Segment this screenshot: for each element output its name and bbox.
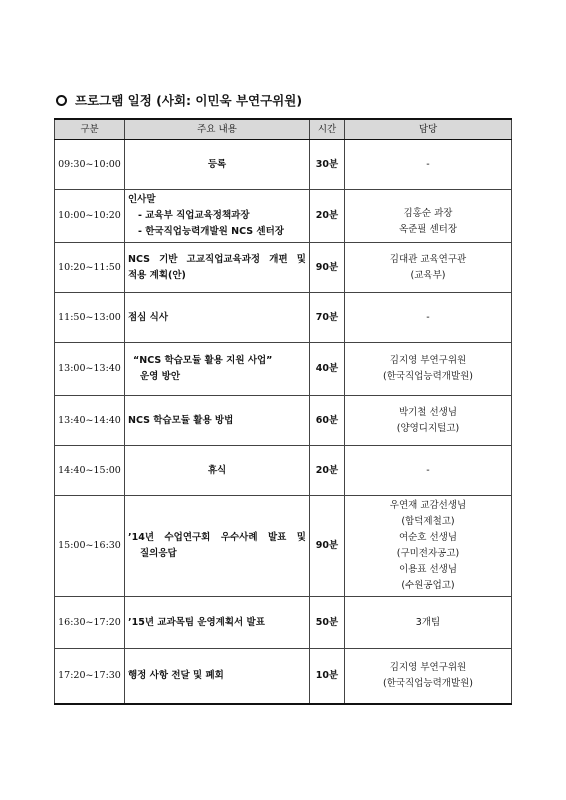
person-line: (교육부) bbox=[410, 269, 446, 281]
content-line: ’15년 교과목팀 운영계획서 발표 bbox=[128, 616, 265, 628]
person-line: 김대관 교육연구관 bbox=[389, 253, 467, 265]
header-section: 구분 bbox=[55, 119, 125, 140]
schedule-table bbox=[54, 118, 512, 705]
time-cell: 16:30~17:20 bbox=[55, 597, 125, 649]
content-line: ’14년 수업연구회 우수사례 발표 및 bbox=[128, 532, 306, 543]
time-cell: 10:20~11:50 bbox=[55, 243, 125, 293]
content-line: 질의응답 bbox=[140, 548, 177, 559]
person-line: (수원공업고) bbox=[401, 580, 455, 591]
duration-cell: 90분 bbox=[310, 496, 345, 597]
person-cell bbox=[345, 343, 512, 396]
table-row bbox=[55, 343, 512, 396]
content-cell bbox=[125, 293, 310, 343]
content-cell bbox=[125, 597, 310, 649]
table-row bbox=[55, 446, 512, 496]
table-row bbox=[55, 293, 512, 343]
person-line: 3개팀 bbox=[415, 616, 441, 628]
content-line: - 한국직업능력개발원 NCS 센터장 bbox=[138, 226, 284, 237]
time-cell: 09:30~10:00 bbox=[55, 140, 125, 190]
content-cell bbox=[125, 396, 310, 446]
person-line: (한국직업능력개발원) bbox=[382, 677, 473, 689]
time-cell: 17:20~17:30 bbox=[55, 649, 125, 704]
person-line: (양영디지털고) bbox=[396, 422, 460, 434]
content-cell bbox=[125, 649, 310, 704]
person-line: 옥준필 센터장 bbox=[398, 224, 458, 235]
person-line: 김지영 부연구위원 bbox=[389, 355, 467, 366]
person-line: - bbox=[426, 464, 430, 476]
person-line: 우연재 교감선생님 bbox=[389, 500, 467, 511]
content-line: NCS 기반 고교직업교육과정 개편 및 bbox=[128, 253, 306, 265]
person-cell bbox=[345, 649, 512, 704]
person-line: - bbox=[426, 311, 430, 323]
content-cell bbox=[125, 446, 310, 496]
duration-cell: 30분 bbox=[310, 140, 345, 190]
time-cell: 15:00~16:30 bbox=[55, 496, 125, 597]
content-line: “NCS 학습모듈 활용 지원 사업” bbox=[133, 355, 273, 366]
person-cell bbox=[345, 190, 512, 243]
duration-cell: 90분 bbox=[310, 243, 345, 293]
person-cell bbox=[345, 243, 512, 293]
table-row bbox=[55, 396, 512, 446]
content-line: 적용 계획(안) bbox=[128, 269, 186, 281]
content-line: 휴식 bbox=[207, 464, 227, 476]
content-line: 점심 식사 bbox=[128, 311, 169, 323]
table-row bbox=[55, 243, 512, 293]
content-line: NCS 학습모듈 활용 방법 bbox=[128, 414, 234, 426]
time-cell: 13:00~13:40 bbox=[55, 343, 125, 396]
duration-cell: 40분 bbox=[310, 343, 345, 396]
person-line: 김홍순 과장 bbox=[403, 208, 453, 219]
content-cell bbox=[125, 190, 310, 243]
hollow-circle-bullet-icon bbox=[56, 95, 67, 106]
content-cell bbox=[125, 140, 310, 190]
time-cell: 11:50~13:00 bbox=[55, 293, 125, 343]
content-line: 행정 사항 전달 및 폐회 bbox=[128, 669, 224, 681]
person-cell bbox=[345, 293, 512, 343]
duration-cell: 20분 bbox=[310, 190, 345, 243]
person-line: 여순호 선생님 bbox=[398, 532, 458, 543]
duration-cell: 60분 bbox=[310, 396, 345, 446]
table-row bbox=[55, 190, 512, 243]
table-row bbox=[55, 140, 512, 190]
content-line: 운영 방안 bbox=[140, 371, 181, 382]
header-content: 주요 내용 bbox=[125, 119, 310, 140]
content-line: - 교육부 직업교육정책과장 bbox=[138, 210, 250, 221]
time-cell: 13:40~14:40 bbox=[55, 396, 125, 446]
content-cell bbox=[125, 496, 310, 597]
time-cell: 14:40~15:00 bbox=[55, 446, 125, 496]
content-line: 등록 bbox=[207, 158, 227, 170]
person-cell bbox=[345, 597, 512, 649]
person-cell bbox=[345, 140, 512, 190]
person-line: 박기철 선생님 bbox=[398, 406, 458, 418]
header-person: 담당 bbox=[345, 119, 512, 140]
person-line: 김지영 부연구위원 bbox=[389, 661, 467, 673]
table-row bbox=[55, 597, 512, 649]
table-row bbox=[55, 496, 512, 597]
person-line: (구미전자공고) bbox=[396, 548, 460, 559]
person-cell bbox=[345, 446, 512, 496]
content-cell bbox=[125, 343, 310, 396]
section-heading bbox=[54, 90, 302, 110]
person-line: 이용표 선생님 bbox=[398, 564, 458, 575]
person-cell bbox=[345, 496, 512, 597]
content-line: 인사말 bbox=[128, 194, 156, 205]
duration-cell: 70분 bbox=[310, 293, 345, 343]
person-line: (합덕제철고) bbox=[401, 516, 455, 527]
time-cell: 10:00~10:20 bbox=[55, 190, 125, 243]
duration-cell: 50분 bbox=[310, 597, 345, 649]
section-title: 프로그램 일정 (사회: 이민욱 부연구위원) bbox=[75, 93, 303, 108]
duration-cell: 20분 bbox=[310, 446, 345, 496]
table-row bbox=[55, 649, 512, 704]
table-header-row bbox=[55, 119, 512, 140]
content-cell bbox=[125, 243, 310, 293]
header-duration: 시간 bbox=[310, 119, 345, 140]
person-line: - bbox=[426, 158, 430, 170]
person-cell bbox=[345, 396, 512, 446]
duration-cell: 10분 bbox=[310, 649, 345, 704]
person-line: (한국직업능력개발원) bbox=[382, 371, 473, 382]
